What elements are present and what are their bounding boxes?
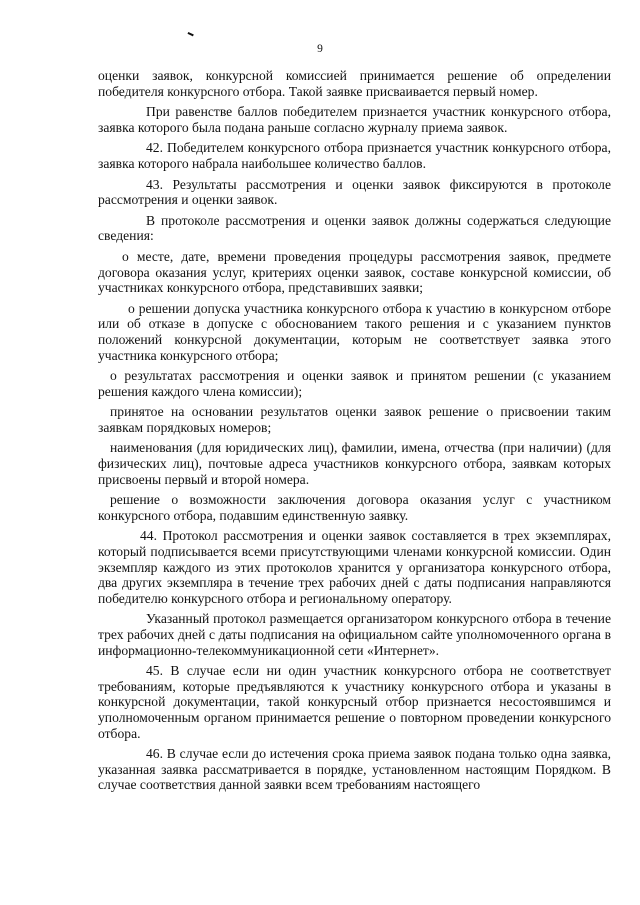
list-item-names: наименования (для юридических лиц), фамилии, имена, отчества (при наличии) (для физических лиц), почтовые адреса участников конкурсного отбора, заявкам которых присвоены первый и второй номера. [98, 440, 611, 487]
paragraph-tie-rule: При равенстве баллов победителем признается участник конкурсного отбора, заявка которого была подана раньше согласно журналу приема заявок. [98, 104, 611, 135]
paragraph-protocol-contents: В протоколе рассмотрения и оценки заявок должны содержаться следующие сведения: [98, 212, 611, 244]
page-number: 9 [317, 43, 323, 55]
scan-mark [186, 32, 194, 39]
list-item-place-date: о месте, дате, времени проведения процедуры рассмотрения заявок, предмете договора оказания услуг, критериях оценки заявок, составе конкурсной комиссии, об участниках конкурсного отбора, представивших заявки; [98, 248, 611, 296]
paragraph-publication: Указанный протокол размещается организатором конкурсного отбора в течение трех рабочих дней с даты подписания на официальном сайте уполномоченного органа в информационно-телекоммуникационной сети «Интернет». [98, 611, 611, 658]
paragraph-continued: оценки заявок, конкурсной комиссией принимается решение об определении победителя конкурсного отбора. Такой заявке присваивается первый номер. [98, 68, 611, 99]
document-body [98, 68, 611, 793]
paragraph-42: 42. Победителем конкурсного отбора признается участник конкурсного отбора, заявка которого набрала наибольшее количество баллов. [98, 140, 611, 171]
paragraph-46: 46. В случае если до истечения срока приема заявок подана только одна заявка, указанная заявка рассматривается в порядке, установленном настоящим Порядком. В случае соответствия данной заявки всем требованиям настоящего [98, 746, 611, 793]
paragraph-45: 45. В случае если ни один участник конкурсного отбора не соответствует требованиям, которые предъявляются к участнику конкурсного отбора и указаны в конкурсной документации, такой конкурсный отбор признается несостоявшимся и уполномоченным органом принимается решение о повторном проведении конкурсного отбора. [98, 663, 611, 741]
paragraph-44: 44. Протокол рассмотрения и оценки заявок составляется в трех экземплярах, который подписывается всеми присутствующими членами конкурсной комиссии. Один экземпляр каждого из этих протоколов хранится у организатора конкурсного отбора, два других экземпляра в течение трех рабочих дней с даты подписания направляются победителю конкурсного отбора и региональному оператору. [98, 528, 611, 606]
paragraph-43: 43. Результаты рассмотрения и оценки заявок фиксируются в протоколе рассмотрения и оценки заявок. [98, 176, 611, 208]
list-item-single-bid: решение о возможности заключения договора оказания услуг с участником конкурсного отбора, подавшим единственную заявку. [98, 492, 611, 523]
list-item-admission-decision: о решении допуска участника конкурсного отбора к участию в конкурсном отборе или об отказе в допуске с обоснованием такого решения и с указанием пунктов положений конкурсной документации, которым не соответствует заявка этого участника конкурсного отбора; [98, 300, 611, 363]
list-item-results: о результатах рассмотрения и оценки заявок и принятом решении (с указанием решения каждого члена комиссии); [98, 368, 611, 399]
list-item-numbering: принятое на основании результатов оценки заявок решение о присвоении таким заявкам порядковых номеров; [98, 404, 611, 435]
